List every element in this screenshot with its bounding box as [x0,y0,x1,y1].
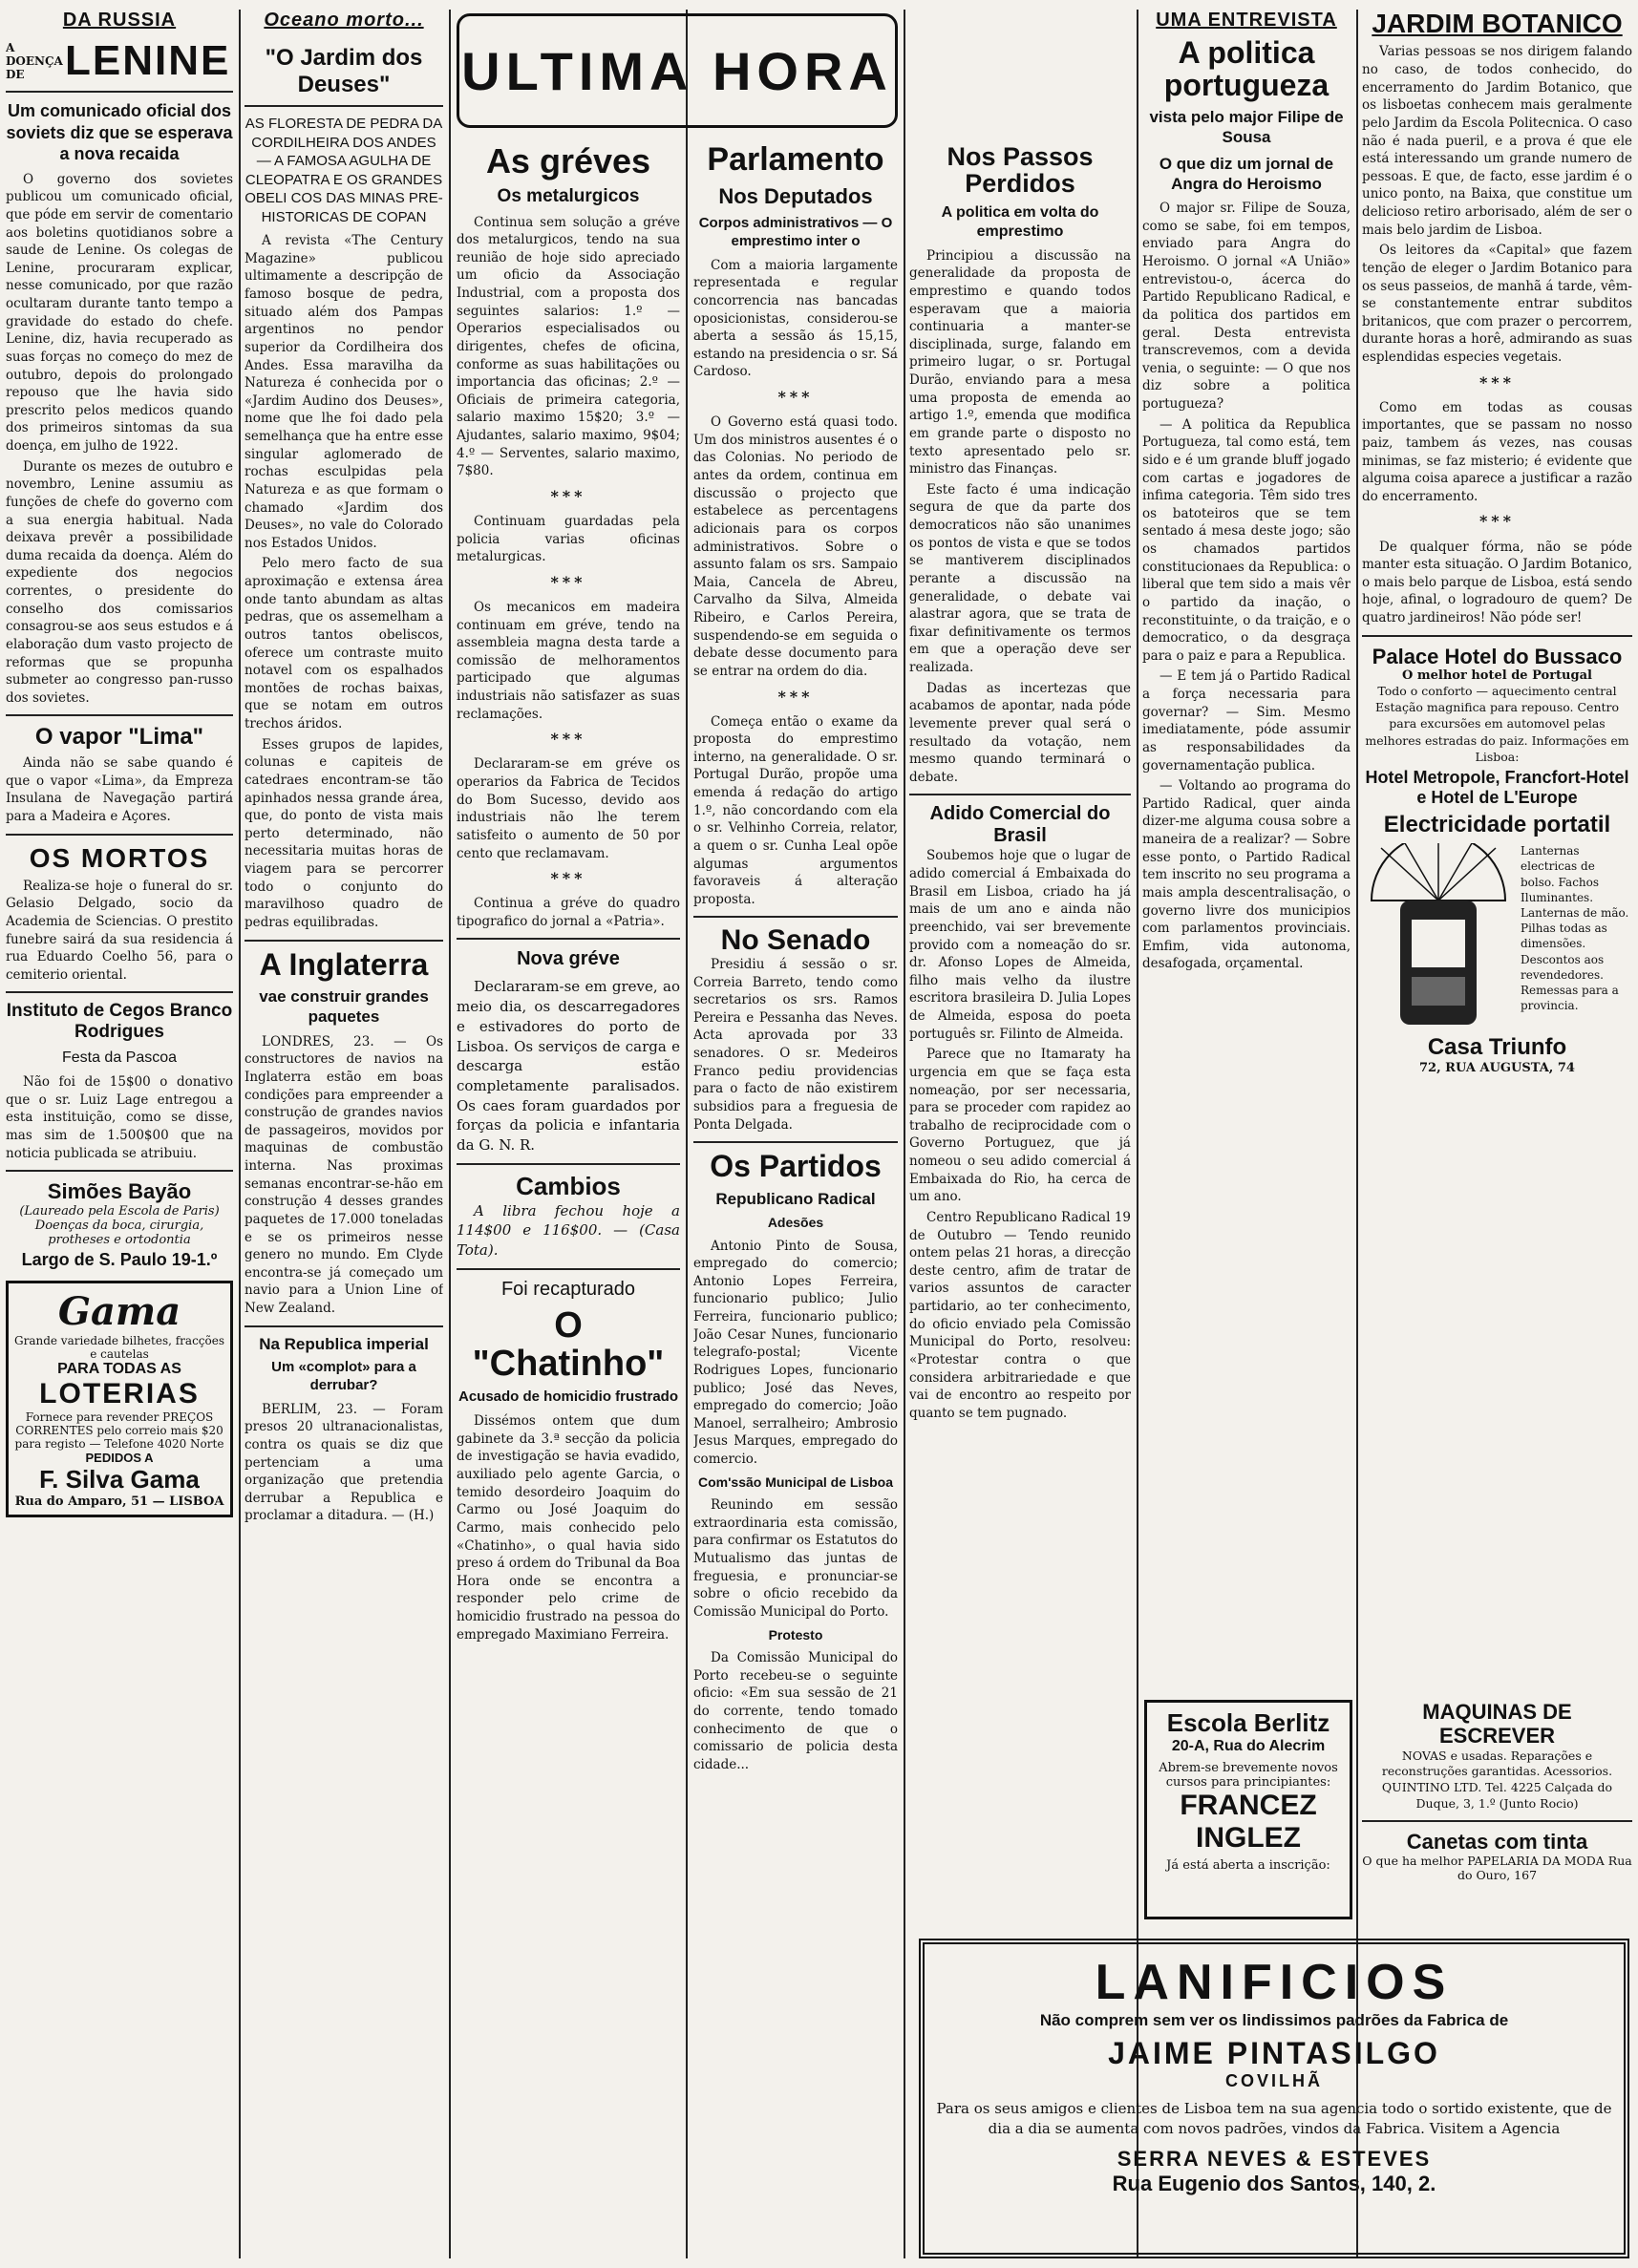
lamp-ad-text: Lanternas electricas de bolso. Fachos Iluminantes. Lanternas de mão. Pilhas todas as dimensões. Descontos aos revendedores. Remessas para a provincia. [1521,844,1629,1013]
england-subheadline: vae construir grandes paquetes [259,987,429,1027]
lottery-ad-line: PEDIDOS A [85,1451,154,1466]
berlitz-english: INGLEZ [1196,1822,1301,1854]
protest-headline: Protesto [768,1626,823,1643]
attache-body: Soubemos hoje que o lugar de adido comercial á Embaixada do Brasil em Lisboa, criado ha já mais de um ano e ainda não preenchido, vai ser brevemente provido com a nomeação do sr. dr. Afonso Lopes de Almeida, filho mais velho da ilustre escritora brasileira D. Julia Lopes de Almeida, esposa do poeta português sr. Filinto de Almeida. [909,848,1131,1042]
paragraph: De qualquer fórma, não se póde manter esta situação. O Jardim Botanico, o mais belo parque de Lisboa, está sendo hoje, afinal, o logradouro de quem? De quatro jardineiros! Não póde ser! [1362,539,1632,626]
paragraph: O Governo está quasi todo. Um dos ministros ausentes é o das Colonias. No periodo de antes da ordem, continua em discussão o projecto que estabelece as percentagens adicionais para os corpos administrativos. Sobre o assunto falam os srs. Sampaio Maia, Cancela de Abreu, Carvalho da Silva, Almeida Ribeiro, e Carlos Pereira, suspendendo-se em seguida o debate desse documento para se entrar na ordem do dia. [693,414,898,679]
parties-body: Antonio Pinto de Sousa, empregado do comercio; Antonio Lopes Ferreira, funcionario publico; Julio Ferreira, funcionario publico; João Cesar Nunes, funcionario telegrafo-postal; Vicente Rodrigues Lopes, funcionario publico; José das Neves, empregado do comercio; João Manoel, serralheiro; Ambrosio Jesus Marques, empregado do comercio. [693,1238,898,1468]
lottery-ad-title: LOTERIAS [39,1378,200,1410]
paragraph: Durante os mezes de outubro e novembro, Lenine assumiu as funções de chefe do governo com a sua energia habitual. Nada deixava prevêr a possibilidade duma recaida da doença. Além do expediente dos negocios correntes, o presidente do conselho dos comissarios consagrou-se aos seus estudos e á elaboração dum vasto projecto de reformas que se propunha submeter ao congresso pan-russo dos sovietes. [6,458,233,706]
lobby-headline: Nos Passos Perdidos [947,143,1094,199]
institute-subheadline: Festa da Pascoa [61,1049,178,1067]
bussaco-ad-title: Palace Hotel do Bussaco [1372,644,1623,668]
paragraph: — Voltando ao programa do Partido Radical, quer ainda dizer-me alguma cousa sobre a maneira de a realizar? — Sobre esse ponto, o Partido Radical tem inscrito no seu programa a mais ampla descentralisação, o governo livre dos municipios com parlamentos provinciais. Emfim, vida autonoma, desafogada, orçamental. [1142,778,1351,972]
institute-body: Não foi de 15$00 o donativo que o sr. Luiz Lage entregou a esta instituição, como se disse, mas sim de 1.500$00 que na noticia publicada se atribuiu. [6,1074,233,1161]
new-strike-headline: Nova gréve [517,948,620,970]
column-2 [245,10,443,2258]
column-7 [1362,10,1632,1919]
berlitz-french: FRANCEZ [1180,1790,1317,1821]
botanic-body: Varias pessoas se nos dirigem falando no caso, de todos conhecido, do encerramento do Jardim Botanico, que os lisboetas conhecem mais geralmente pelo Jardim da Escola Politecnica. O caso não é nada pueril, e a prova é que ele está interessando um grande numero de pessoas. E que, de facto, esse jardim é o unico ponto, na Baixa, que constitue um delicioso retiro arborisado, além de ser o mais belo jardim de Lisboa. Os leitores da «Capital» que fazem tenção de eleger o Jardim Botanico para os seus passeios, de manhã á tarde, vêm-se constantemente entrar subditos britanicos, que com prazer o percorrem, durante horas a horê, admirando as suas esplendidas especies vegetais. *** Como em todas as cousas importantes, que se passam no nosso paiz, tambem ás vezes, nas cousas minimas, se faz misterio; é evidente que alguma coisa aparece a justificar a razão do encerramento. *** De qualquer fórma, não se póde manter esta situação. O Jardim Botanico, o mais belo parque de Lisboa, está sendo hoje, afinal, o logradouro de quem? De quatro jardineiros! Não póde ser! [1362,44,1632,626]
masthead-title: ULTIMA HORA [461,40,893,101]
parliament-subheadline: Nos Deputados [718,183,873,208]
paragraph: O major sr. Filipe de Souza, como se sabe, foi em tempos, enviado para Angra do Heroismo. O jornal «A União» entrevistou-o, ácerca do Partido Republicano Radical, e da politica dos partidos em geral. Desta entrevista transcrevemos, com a devida venia, o seguinte: — O que nos diz sobre a politica portugueza? [1142,201,1351,413]
chatinho-headline: O "Chatinho" [472,1304,665,1384]
garden-headline: "O Jardim dos Deuses" [265,45,423,97]
paragraph: A revista «The Century Magazine» publicou ultimamente a descripção de famoso bosque de pedra, situado além dos Pampas argentinos no pendor superior da Cordilheira dos Andes. Essa maravilha da Natureza é conhecida por o «Jardim Audino dos Deuses», nome que lhe foi dado pela semelhança que ha entre esse singular aglomerado de rochas esculpidas pela Natureza e as que formam o chamado «Jardim dos Deuses», no vale do Colorado nos Estados Unidos. [245,233,443,551]
column-1 [6,10,233,2258]
column-rule [686,10,688,2258]
typewriter-title: MAQUINAS DE ESCREVER [1422,1700,1572,1749]
paragraph: Varias pessoas se nos dirigem falando no caso, de todos conhecido, do encerramento do Jardim Botanico, que os lisboetas conhecem mais geralmente pelo Jardim da Escola Politecnica. O caso não é nada pueril, e a prova é que ele está interessando um grande numero de pessoas. E que, de facto, esse jardim é o unico ponto, na Baixa, que constitue um delicioso retiro arborisado, além de ser o mais belo jardim de Lisboa. [1362,44,1632,238]
politics-headline: A politica portugueza [1163,35,1330,102]
paragraph: Com a maioria largamente representada e regular concorrencia nas bancadas oposicionistas, considerou-se aberta a sessão ás 15,15, estando na presidencia o sr. Sá Cardoso. [693,257,898,380]
lobby-subheadline: A politica em volta do emprestimo [941,203,1099,240]
column-rule [1137,10,1138,2258]
lanificios-body: Para os seus amigos e clientes de Lisboa tem na sua agencia todo o sortido existente, que de dia a dia se aumenta com novos padrões, vindos da Fabrica. Visitem a Agencia [936,2100,1612,2137]
strikes-subheadline: Os metalurgicos [497,185,640,206]
gama-logo: Gama [57,1289,181,1335]
lanificios-line: Não comprem sem ver os lindissimos padrões da Fabrica de [1039,2011,1509,2029]
senate-body: Presidiu á sessão o sr. Correia Barreto, tendo como secretarios os srs. Ramos Pereira e Pessanha das Neves. Acta aprovada por 33 senadores. O sr. Medeiros Franco pediu providencias para o facto de não existirem subsidios para a freguesia de Ponta Delgada. [693,956,898,1133]
column-rule [1356,10,1358,2258]
paragraph: Este facto é uma indicação segura de que da parte dos democraticos não são unanimes os pontos de vista e que se todos se mantiverem disciplinados perante a discussão na generalidade, o debate vai alastrar agora, que se trata de fixar definitivamente os termos em que a operação deve ser realizada. [909,481,1131,676]
centre-body: Centro Republicano Radical 19 de Outubro — Tendo reunido ontem pelas 21 horas, a direcção deste centro, afim de tratar de varios assuntos de caracter partidario, ao ter conhecimento, do oficio enviado pela Comissão Municipal do Porto, resolveu: «Protestar contra o que considera arbitrariedade e que vai de encontro ao respeito por quanto se tem pugnado. [909,1209,1131,1421]
metropole-ad-title: Hotel Metropole, Francfort-Hotel e Hotel de L'Europe [1365,768,1629,807]
lenine-headline: LENINE [65,37,231,84]
politics-subheadline-2: O que diz um jornal de Angra do Heroismo [1159,154,1334,193]
masthead [457,13,898,128]
lottery-ad-line: PARA TODAS AS [57,1361,181,1378]
deaths-body: Realiza-se hoje o funeral do sr. Gelasio Delgado, socio da Academia de Sciencias. O prestito funebre sairá da sua residencia á rua Eduardo Coelho 56, para o cemiterio oriental. [6,878,233,983]
chatinho-subheadline: Acusado de homicidio frustrado [457,1388,679,1406]
paragraph: Os leitores da «Capital» que fazem tenção de eleger o Jardim Botanico para os seus passeios, de manhã á tarde, vêm-se constantemente entrar subditos britanicos, que com prazer o percorrem, durante horas a horê, admirando as suas esplendidas especies vegetais. [1362,243,1632,366]
attache-body-wrap [909,847,1131,1422]
exchange-headline: Cambios [516,1171,621,1200]
paragraph: Continuam guardadas pela policia varias oficinas metalurgicas. [457,514,680,565]
parties-subheadline: Republicano Radical [715,1189,876,1208]
parties-subheadline-2: Adesões [767,1215,824,1231]
kicker-russia: DA RUSSIA [62,10,177,31]
paragraph: Como em todas as cousas importantes, que se passam no nosso paiz, tambem ás vezes, nas cousas minimas, se faz misterio; é evidente que alguma coisa aparece a justificar a razão do encerramento. [1362,399,1632,504]
column-rule [904,10,905,2258]
politics-subheadline: vista pelo major Filipe de Sousa [1149,108,1344,147]
lottery-ad [6,1281,233,1517]
lanificios-city: COVILHÃ [1225,2071,1323,2090]
paragraph: Continua a gréve do quadro tipografico do jornal a «Patria». [457,896,680,929]
lanificios-name: JAIME PINTASILGO [1108,2036,1440,2070]
new-strike-body: Declararam-se em greve, ao meio dia, os descarregadores e estivadores do porto de Lisboa. Os serviços de carga e descarga estão completamente paralisados. Os caes foram guardados por forças da policia e infantaria da G. N. R. [457,978,680,1154]
commission-headline: Com'ssão Municipal de Lisboa [697,1473,894,1490]
berlitz-ad [1144,1700,1352,1919]
deaths-headline: OS MORTOS [29,842,210,873]
lanificios-title: LANIFICIOS [1095,1955,1454,2010]
republic-subheadline: Um «complot» para a derrubar? [271,1359,416,1393]
politics-body [1142,200,1351,973]
lanificios-ad [919,1939,1629,2258]
typewriter-ad [1362,1700,1632,1919]
berlitz-line: Já está aberta a inscrição: [1166,1858,1330,1873]
paragraph: Esses grupos de lapides, colunas e capiteis de catedraes encontram-se tão apinhados nessa grande área, que, do ponto de vista mais perto determinado, não necessitaria muitas horas de viagem para se percorrer todo o conjunto do maravilhoso quadro de pedras equilibradas. [245,736,443,930]
lamp-illustration [1362,843,1515,1034]
lobby-body [909,247,1131,787]
strikes-headline: As gréves [485,143,651,180]
paragraph: Declararam-se em gréve os operarios da Fabrica de Tecidos do Bom Sucesso, devido aos industriais não lhe terem satisfeito o aumento de 50 por cento que reclamavam. [457,756,680,861]
lottery-ad-address: Rua do Amparo, 51 — LISBOA [14,1494,224,1510]
lottery-ad-name: F. Silva Gama [39,1465,200,1494]
institute-headline: Instituto de Cegos Branco Rodrigues [6,1001,233,1043]
column-4 [693,143,898,2258]
column-rule [239,10,241,2258]
lantern-icon [1362,843,1515,1034]
electric-ad-title: Electricidade portatil [1383,811,1611,837]
commission-body: Reunindo em sessão extraordinaria esta comissão, para confirmar os Estatutos do Mutualismo das juntas de freguesia, e pronunciar-se sobre o oficio recebido da Comissão Municipal do Porto. [693,1497,898,1620]
column-3 [457,143,680,2258]
paragraph: Dadas as incertezas que acabamos de apontar, nada póde levemente prever qual será o resultado da votação, nem mesmo quando terminará o debate. [909,680,1131,785]
dentist-ad-name: Simões Bayão [47,1179,192,1204]
parties-headline: Os Partidos [710,1149,882,1184]
dentist-ad-sub: (Laureado pela Escola de Paris) Doenças da boca, cirurgia, protheses e ortodontia [19,1203,220,1247]
paragraph: — A politica da Republica Portugueza, tal como está, tem sido e é um grande bluff jogado com cartas e jogadores de infima categoria. Têm sido tres os batoteiros que se tem sentado á mesa deste jogo; são os chamados partidos constitucionaes da Republica: o liberal que tem sido a mais vêr o partido da inação, o reconstituinte, o da traição, e o democratico, o da desgraça para o paiz e para a Republica. [1142,416,1351,664]
lottery-ad-line: Grande variedade bilhetes, fracções e cautelas [14,1334,225,1362]
lenine-pre: A DOENÇA DE [6,40,63,82]
botanic-headline: JARDIM BOTANICO [1372,10,1623,38]
attache-body-2: Parece que no Itamaraty ha urgencia em que se faça esta nomeação, por ser necessaria, para se proceder com rapidez ao trabalho de reciprocidade com o Governo Portuguez, que já nomeou o seu adido comercial á Embaixada do Rio, ha cerca de um ano. [909,1047,1131,1205]
kicker-ocean: Oceano morto... [264,10,424,31]
column-rule [449,10,451,2258]
dentist-ad-address: Largo de S. Paulo 19-1.º [21,1249,218,1269]
protest-body: Da Comissão Municipal do Porto recebeu-se o seguinte oficio: «Em sua sessão de 21 do corrente, tendo tomado conhecimento de que o comissario de policia desta cidade... [693,1650,898,1772]
strikes-body: Continua sem solução a gréve dos metalurgicos, tendo na sua reunião de hoje sido apreciado um oficio da Associação Industrial, com a proposta dos seguintes salarios: 1.º — Operarios especialisados ou dirigentes, chefes de oficina, conforme as suas habilitações ou importancia das oficinas; 2.º — Oficiais de primeira categoria, salario maximo 15$20; 3.º — Ajudantes, salario maximo, 9$04; 4.º — Serventes, salario maximo, 7$80. *** Continuam guardadas pela policia varias oficinas metalurgicas. *** Os mecanicos em madeira continuam em gréve, tendo na assembleia magna desta tarde a comissão de melhoramentos participado que algumas industriais não satisfazer as suas reclamações. *** Declararam-se em gréve os operarios da Fabrica de Tecidos do Bom Sucesso, devido aos industriais não lhe terem satisfeito o aumento de 50 por cento que reclamavam. *** Continua a gréve do quadro tipografico do jornal a «Patria». [457,214,680,929]
paragraph: — E tem já o Partido Radical a força necessaria para governar? — Sim. Mesmo imediatamente, póde assumir as responsabilidades da governamentação publica. [1142,668,1351,774]
column-5 [909,143,1131,1843]
paragraph: Continua sem solução a gréve dos metalurgicos, tendo na sua reunião de hoje sido apreciado um oficio da Associação Industrial, com a proposta dos seguintes salarios: 1.º — Operarios especialisados ou dirigentes, chefes de oficina, conforme as suas habilitações ou importancia das oficinas; 2.º — Oficiais de primeira categoria, salario maximo 15$20; 3.º — Ajudantes, salario maximo, 9$04; 4.º — Serventes, salario maximo, 7$80. [457,214,680,479]
chatinho-pre: Foi recapturado [500,1278,636,1300]
berlitz-name: Escola Berlitz [1166,1708,1330,1737]
paragraph: Começa então o exame da proposta do emprestimo interno, na generalidade. O sr. Portugal Durão, propõe uma emenda á redação do artigo 1.º, não concordando com ela o sr. Velhinho Correia, relator, a quem o sr. Cunha Leal opõe algumas argumentos favoraveis á alteração proposta. [693,713,898,907]
parliament-subheadline-2: Corpos administrativos — O emprestimo inter o [698,215,893,249]
lanificios-agency: SERRA NEVES & ESTEVES [1117,2147,1432,2171]
paragraph: Os mecanicos em madeira continuam em gréve, tendo na assembleia magna desta tarde a comissão de melhoramentos participado que algumas industriais não satisfazer as suas reclamações. [457,599,680,722]
senate-headline: No Senado [720,924,871,957]
lenine-subheadline: Um comunicado oficial dos soviets diz que se esperava a nova recaida [6,101,233,164]
column-6 [1142,10,1351,1681]
berlitz-address: 20-A, Rua do Alecrim [1171,1738,1326,1754]
casa-ad-address: 72, RUA AUGUSTA, 74 [1419,1060,1575,1075]
bussaco-ad-body: Todo o conforto — aquecimento central Estação magnifica para repouso. Centro para excursões em automovel pelas melhores estradas do paiz. Informações em Lisboa: [1365,683,1629,764]
paragraph: O governo dos sovietes publicou um comunicado oficial, que póde em servir de comentario aos boletins quotidianos sobre a saude de Lenine. Os colegas de Lenine, procuraram explicar, nesse comunicado, por que razão ocultaram durante tanto tempo a gravidade do estado do chefe. Lenine, diz, havia recuperado as suas forças no começo do mez de outubro, depois do prolongado repouso que lhe havia sido prescrito pelos medicos quando dos primeiros sintomas da sua doença, em julho de 1922. [6,171,233,455]
england-body: LONDRES, 23. — Os constructores de navios na Inglaterra estão em boas condições para empreender a construção de grandes navios de passageiros, movidos por maquinas de combustão interna. Nas proximas semanas encontrar-se-hão em construção 4 desses grandes paquetes de 17.000 toneladas e se os primeiros nesse genero no mundo. Em Clyde encontra-se já começado um navio para a Union Line of New Zealand. [245,1033,443,1317]
lenine-body [6,171,233,708]
casa-ad-title: Casa Triunfo [1427,1034,1567,1061]
paragraph: Principiou a discussão na generalidade da proposta de emprestimo e quando todos esperavam que a maioria continuaria a manter-se disciplinada, surge, falando em primeiro lugar, o sr. Portugal Durão, enviando para a mesa uma proposta de emenda ao artigo 1.º, emenda que modifica em grande parte o disposto no texto apresentado pelo sr. ministro das Finanças. [909,247,1131,477]
lanificios-address: Rua Eugenio dos Santos, 140, 2. [1112,2172,1436,2195]
attache-headline: Adido Comercial do Brasil [929,803,1111,847]
lottery-ad-line: Fornece para revender PREÇOS CORRENTES pelo correio mais $20 para registo — Telefone 4020 Norte [14,1410,224,1452]
republic-headline: Na Republica imperial [259,1334,429,1353]
paragraph: Pelo mero facto de sua aproximação e extensa área onde tanto abundam as altas pedras, que os assemelham a outros tantos obeliscos, oferece um contraste muito notavel com os espalhados montões de rochas baixas, que se notam em outros trechos áridos. [245,556,443,732]
england-headline: A Inglaterra [259,946,429,982]
republic-body: BERLIM, 23. — Foram presos 20 ultranacionalistas, contra os quais se diz que pertenciam a uma organização que pretendia derrubar a Republica e proclamar a ditadura. — (H.) [245,1401,443,1524]
garden-subheadline: AS FLORESTA DE PEDRA DA CORDILHEIRA DOS ANDES — A FAMOSA AGULHA DE CLEOPATRA E OS GRANDES OBELI COS DAS MINAS PRE-HISTORICAS DE COPAN [245,116,443,225]
pens-title: Canetas com tinta [1406,1830,1588,1855]
berlitz-line: Abrem-se brevemente novos cursos para principiantes: [1159,1761,1338,1790]
parliament-headline: Parlamento [707,143,884,178]
ship-headline: O vapor "Lima" [34,724,204,751]
ship-body: Ainda não se sabe quando é que o vapor «Lima», da Empreza Insulana de Navegação partirá para a Madeira e Açores. [6,755,233,824]
kicker-interview: UMA ENTREVISTA [1156,10,1337,31]
chatinho-body: Dissémos ontem que dum gabinete da 3.ª secção da policia de investigação se havia evadido, auxiliado pelo agente Garcia, o temido desordeiro Joaquim do Carmo ou José Joaquim do Carmo, mais conhecido pelo «Chatinho», o qual havia sido preso á ordem do Tribunal da Boa Hora onde se encontra a responder pelo crime de homicidio frustrado na pessoa do empregado Maximiano Ferreira. [457,1413,680,1643]
bussaco-ad-sub: O melhor hotel de Portugal [1402,668,1592,683]
garden-body [245,232,443,931]
pens-body: O que ha melhor PAPELARIA DA MODA Rua do Ouro, 167 [1362,1854,1632,1883]
parliament-body: Com a maioria largamente representada e regular concorrencia nas bancadas oposicionistas, considerou-se aberta a sessão ás 15,15, estando na presidencia o sr. Sá Cardoso. *** O Governo está quasi todo. Um dos ministros ausentes é o das Colonias. No periodo de antes da ordem, continua em discussão o projecto que estabelece as percentagens adicionais para os corpos administrativos. Sobre o assunto falam os srs. Sampaio Maia, Cancela de Abreu, Carvalho da Silva, Almeida Ribeiro, e Carlos Pereira, suspendendo-se em seguida o debate desse documento para se entrar na ordem do dia. *** Começa então o exame da proposta do emprestimo interno, na generalidade. O sr. Portugal Durão, propõe uma emenda á redação do artigo 1.º, não concordando com ela o sr. Velhinho Correia, relator, a quem o sr. Cunha Leal opõe algumas argumentos favoraveis á alteração proposta. [693,257,898,907]
typewriter-body: NOVAS e usadas. Reparações e reconstruções garantidas. Acessorios. QUINTINO LTD. Tel. 4225 Calçada do Duque, 3, 1.º (Junto Rocio) [1381,1748,1613,1812]
exchange-body: A libra fechou hoje a 114$00 e 116$00. — (Casa Tota). [457,1201,680,1259]
